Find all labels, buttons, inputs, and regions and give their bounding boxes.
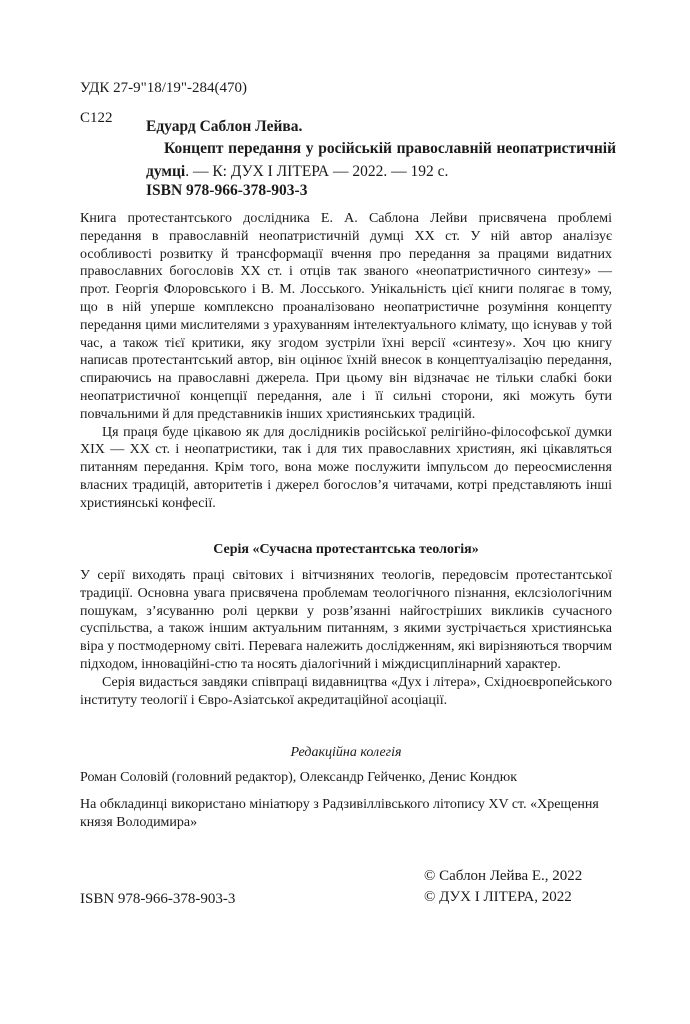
author-sign-code: С122 [80, 110, 113, 126]
copyright-publisher: © ДУХ І ЛІТЕРА, 2022 [424, 889, 572, 905]
editorial-board-list: Роман Соловій (головний редактор), Олександр Гейченко, Денис Кондюк [80, 770, 517, 785]
author-name: Едуард Саблон Лейва. [146, 118, 303, 135]
series-title: Серія «Сучасна протестантська теологія» [213, 542, 479, 557]
book-title-main: Концепт передання у російській православній неопатристичній думці [146, 140, 616, 180]
series-paragraph: Серія видасться завдяки співпраці видавництва «Дух і літера», Східноєвропейського інституту теології і Євро-Азіатської акредитаційної асоціації. [80, 674, 612, 708]
abstract-paragraph: Книга протестантського дослідника Е. А. Саблона Лейви присвячена проблемі передання в православній неопатристичній думці XX ст. У ній автор аналізує особливості розвитку й трансформації вчення про передання за працями видатних православних богословів XX ст. і отців так званого «неопатристичного синтезу» — прот. Георгія Флоровського і В. М. Лосського. Унікальність цієї книги полягає в тому, що в ній уперше комплексно проаналізовано неопатристичне розуміння концепту передання цими мислителями з урахуванням інтелектуального клімату, що існував у той час, а також тієї критики, яку згодом зустріли їхні версії «синтезу». Хоч цю книгу написав протестантський автор, він оцінює їхній внесок в концептуалізацію передання, спираючись на православні джерела. При цьому він відзначає не тільки слабкі боки неопатристичної концепції передання, але і її сильні сторони, які можуть бути повчальними й для представників інших християнських традицій. [80, 211, 612, 422]
book-imprint: . — К: ДУХ І ЛІТЕРА — 2022. — 192 с. [185, 163, 449, 180]
series-paragraph: У серії виходять праці світових і вітчизняних теологів, передовсім протестантської традиції. Основна увага присвячена проблемам теологічного пізнання, еклсзіологічним пошукам, з’ясуванню ролі церкви у розв’язанні найгостріших викликів сучасного суспільства, а також іншим актуальним питанням, з якими зустрічається християнська віра у постмодерному світі. Перевага належить дослідженням, які вирізняються творчим підходом, інноваційні-стю та носять діалогічний і міждисциплінарний характер. [80, 568, 612, 672]
abstract [80, 210, 612, 513]
copyright-block [424, 866, 582, 908]
isbn-main: ISBN 978-966-378-903-3 [146, 182, 308, 199]
cover-note: На обкладинці використано мініатюру з Радзивіллівського літопису XV ст. «Хрещення князя Володимира» [80, 797, 599, 830]
series-description [80, 567, 612, 709]
editorial-board-heading: Редакційна колегія [290, 745, 402, 760]
book-title [146, 137, 616, 183]
isbn-bottom: ISBN 978-966-378-903-3 [80, 891, 236, 907]
udk-code: УДК 27-9"18/19"-284(470) [80, 80, 247, 96]
abstract-paragraph: Ця праця буде цікавою як для дослідників російської релігійно-філософської думки XIX — XX ст. і неопатристики, так і для тих православних християн, які цікавляться питанням передання. Крім того, вона може послужити імпульсом до переосмислення власних традицій, авторитетів і джерел богослов’я читачами, котрі представляють інші християнські конфесії. [80, 424, 612, 511]
copyright-author: © Саблон Лейва Е., 2022 [424, 868, 583, 884]
